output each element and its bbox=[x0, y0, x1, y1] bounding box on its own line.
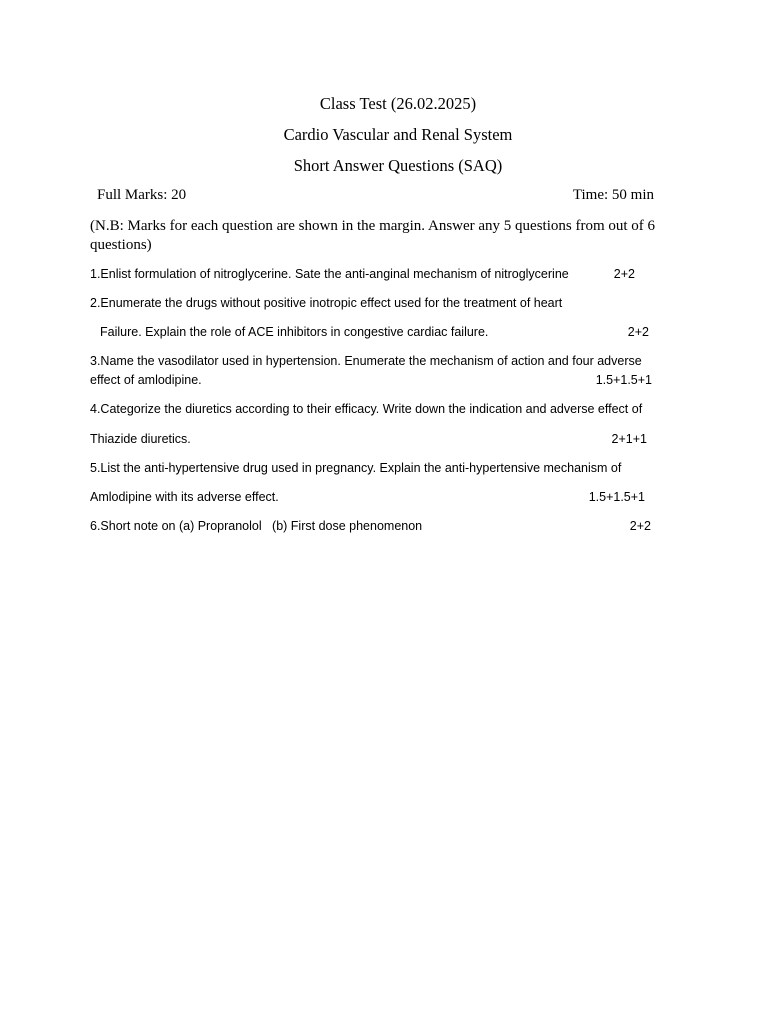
question-5-text-cont: Amlodipine with its adverse effect. bbox=[90, 490, 279, 504]
question-3-marks: 1.5+1.5+1 bbox=[595, 373, 652, 387]
subject-title: Cardio Vascular and Renal System bbox=[283, 125, 513, 144]
question-1-text: 1.Enlist formulation of nitroglycerine. Sate the anti-anginal mechanism of nitroglycerine bbox=[90, 267, 569, 281]
question-3-text: 3.Name the vasodilator used in hypertension. Enumerate the mechanism of action and four adverse bbox=[90, 354, 642, 368]
question-4-text: 4.Categorize the diuretics according to their efficacy. Write down the indication and adverse effect of bbox=[90, 402, 643, 416]
question-4-marks: 2+1+1 bbox=[611, 432, 647, 446]
question-3-text-cont: effect of amlodipine. bbox=[90, 373, 202, 387]
question-1-marks: 2+2 bbox=[613, 267, 635, 281]
question-5-text: 5.List the anti-hypertensive drug used in pregnancy. Explain the anti-hypertensive mechanism of bbox=[90, 461, 622, 475]
question-6-marks: 2+2 bbox=[629, 519, 651, 533]
question-2-marks: 2+2 bbox=[627, 325, 649, 339]
test-title: Class Test (26.02.2025) bbox=[319, 94, 477, 113]
full-marks: Full Marks: 20 bbox=[97, 187, 187, 203]
time-allowed: Time: 50 min bbox=[572, 187, 654, 203]
question-2-text: 2.Enumerate the drugs without positive inotropic effect used for the treatment of heart bbox=[90, 296, 563, 310]
question-4-text-cont: Thiazide diuretics. bbox=[90, 432, 191, 446]
section-title: Short Answer Questions (SAQ) bbox=[293, 156, 503, 175]
question-5-marks: 1.5+1.5+1 bbox=[588, 490, 645, 504]
question-2-text-cont: Failure. Explain the role of ACE inhibitors in congestive cardiac failure. bbox=[100, 325, 489, 339]
instructions-note: (N.B: Marks for each question are shown in the margin. Answer any 5 questions from out of 6 questions) bbox=[90, 218, 656, 253]
question-6-text: 6.Short note on (a) Propranolol (b) First dose phenomenon bbox=[90, 519, 423, 533]
